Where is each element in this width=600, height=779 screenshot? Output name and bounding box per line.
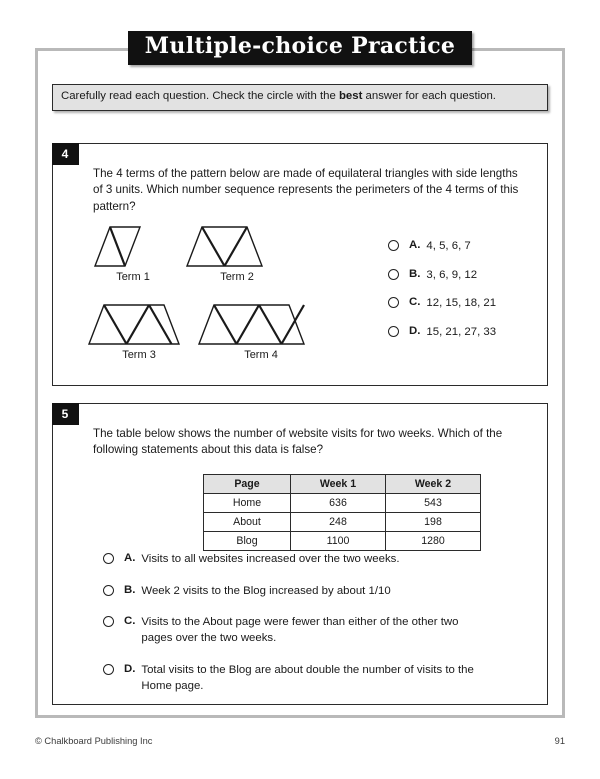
option-letter: A. <box>124 552 136 564</box>
copyright-text: © Chalkboard Publishing Inc <box>35 736 153 746</box>
term-figure-4 <box>197 302 325 361</box>
option-letter: B. <box>124 583 136 596</box>
cell-week2: 1280 <box>386 532 481 551</box>
question-number-badge: 4 <box>52 143 79 165</box>
triangle-pattern-1-icon <box>93 224 155 268</box>
option-text: 4, 5, 6, 7 <box>426 240 471 252</box>
cell-week2: 198 <box>386 513 481 532</box>
cell-week1: 1100 <box>291 532 386 551</box>
page-title: Multiple-choice Practice <box>128 31 472 65</box>
answer-option-b[interactable] <box>103 584 523 600</box>
question-number-badge: 5 <box>52 403 79 425</box>
answer-option-d[interactable] <box>103 663 523 694</box>
cell-week1: 636 <box>291 494 386 513</box>
triangle-pattern-4-icon <box>197 302 322 346</box>
instruction-text-emphasis: best <box>338 90 363 102</box>
radio-circle-icon[interactable] <box>103 585 114 596</box>
term-figure-1 <box>93 224 173 283</box>
option-text: 15, 21, 27, 33 <box>426 326 497 339</box>
answer-option-a[interactable] <box>103 552 523 568</box>
column-header-page: Page <box>204 475 291 494</box>
answer-option-d[interactable] <box>388 325 538 341</box>
option-text: Total visits to the Blog are about double the number of visits to the Home page. <box>141 663 474 692</box>
term-label: Term 4 <box>244 349 278 361</box>
option-letter: C. <box>124 615 136 628</box>
column-header-week1: Week 1 <box>291 475 386 494</box>
answer-options-q4 <box>388 239 538 354</box>
radio-circle-icon[interactable] <box>103 616 114 627</box>
term-figure-3 <box>87 302 191 361</box>
table-row <box>204 532 481 551</box>
option-text: 12, 15, 18, 21 <box>426 297 497 310</box>
radio-circle-icon[interactable] <box>388 297 399 308</box>
title-banner-container <box>0 31 600 65</box>
triangle-pattern-3-icon <box>87 302 187 346</box>
radio-circle-icon[interactable] <box>388 269 399 280</box>
radio-circle-icon[interactable] <box>388 326 399 337</box>
page-footer <box>35 736 565 746</box>
page-number: 91 <box>554 736 565 746</box>
question-stem: The table below shows the number of website visits for two weeks. Which of the following statements about this data is false? <box>93 427 503 457</box>
term-label: Term 2 <box>220 271 254 283</box>
pattern-figures <box>87 224 387 369</box>
table-row <box>204 513 481 532</box>
cell-page: About <box>204 513 291 532</box>
question-stem: The 4 terms of the pattern below are made of equilateral triangles with side lengths of 3 units. Which number sequence represents the perimeters of the 4 terms of this pattern? <box>93 167 519 213</box>
term-figure-2 <box>185 224 289 283</box>
triangle-pattern-2-icon <box>185 224 277 268</box>
radio-circle-icon[interactable] <box>103 553 114 564</box>
website-visits-table <box>203 474 481 551</box>
table-header-row <box>204 475 481 494</box>
option-text: 3, 6, 9, 12 <box>426 268 478 281</box>
cell-week1: 248 <box>291 513 386 532</box>
instruction-bar <box>52 84 548 111</box>
option-letter: C. <box>409 296 421 309</box>
term-label: Term 1 <box>116 271 150 283</box>
table-row <box>204 494 481 513</box>
option-letter: D. <box>124 662 136 675</box>
option-text: Visits to the About page were fewer than either of the other two pages over the two weeks. <box>141 616 459 645</box>
question-block-5 <box>52 403 548 705</box>
answer-options-q5 <box>103 552 523 710</box>
option-letter: D. <box>409 325 421 338</box>
cell-page: Home <box>204 494 291 513</box>
question-block-4 <box>52 143 548 386</box>
answer-option-c[interactable] <box>388 296 538 312</box>
option-text: Week 2 visits to the Blog increased by about 1/10 <box>141 584 391 597</box>
cell-page: Blog <box>204 532 291 551</box>
instruction-text-prefix: Carefully read each question. Check the circle with the <box>61 90 339 102</box>
radio-circle-icon[interactable] <box>103 664 114 675</box>
answer-option-c[interactable] <box>103 615 523 646</box>
radio-circle-icon[interactable] <box>388 240 399 251</box>
instruction-text-suffix: answer for each question. <box>362 90 496 102</box>
term-label: Term 3 <box>122 349 156 361</box>
column-header-week2: Week 2 <box>386 475 481 494</box>
answer-option-b[interactable] <box>388 268 538 284</box>
option-letter: B. <box>409 267 421 280</box>
answer-option-a[interactable] <box>388 239 538 255</box>
option-text: Visits to all websites increased over the two weeks. <box>141 553 400 565</box>
cell-week2: 543 <box>386 494 481 513</box>
option-letter: A. <box>409 239 421 251</box>
